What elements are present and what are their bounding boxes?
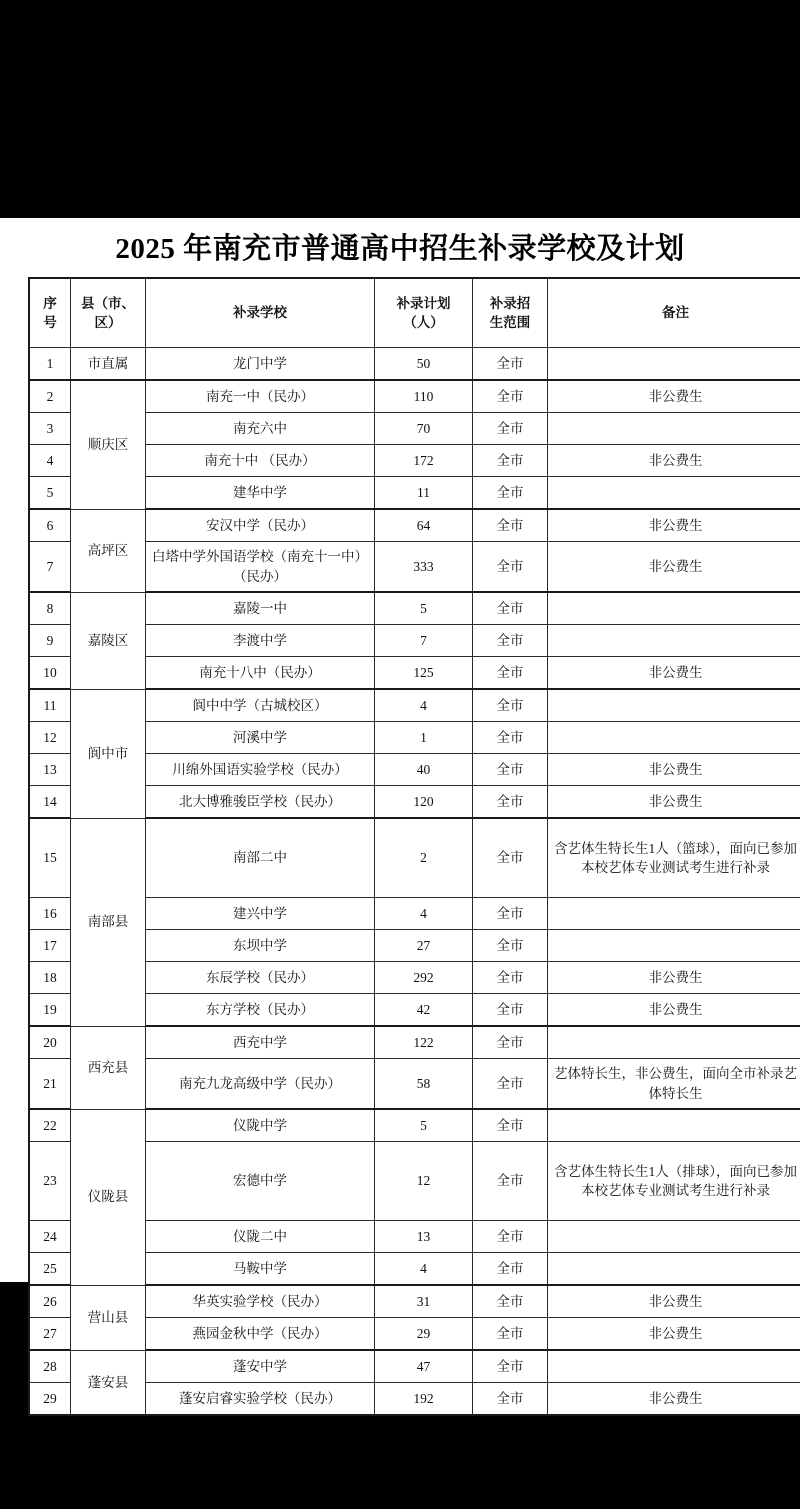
cell-plan: 40	[375, 754, 473, 786]
table-row	[29, 689, 800, 722]
cell-note	[548, 348, 800, 381]
cell-plan: 42	[375, 994, 473, 1027]
table-row	[29, 786, 800, 819]
cell-index: 25	[29, 1253, 71, 1286]
cell-county: 阆中市	[71, 689, 146, 818]
table-row	[29, 380, 800, 413]
cell-scope: 全市	[473, 380, 548, 413]
cell-index: 20	[29, 1026, 71, 1059]
table-row	[29, 994, 800, 1027]
cell-scope: 全市	[473, 1253, 548, 1286]
cell-index: 7	[29, 542, 71, 593]
document-page	[0, 218, 800, 1406]
cell-school: 仪陇中学	[146, 1109, 375, 1142]
cell-index: 10	[29, 657, 71, 690]
table-body	[29, 348, 800, 1416]
cell-plan: 2	[375, 818, 473, 898]
cell-scope: 全市	[473, 477, 548, 510]
cell-note: 非公费生	[548, 1383, 800, 1416]
table-row	[29, 625, 800, 657]
cell-plan: 125	[375, 657, 473, 690]
cell-index: 11	[29, 689, 71, 722]
cell-scope: 全市	[473, 1383, 548, 1416]
cell-plan: 64	[375, 509, 473, 542]
cell-plan: 47	[375, 1350, 473, 1383]
cell-school: 南充十八中（民办）	[146, 657, 375, 690]
cell-plan: 58	[375, 1059, 473, 1110]
cell-index: 16	[29, 898, 71, 930]
cell-note	[548, 1350, 800, 1383]
cell-index: 14	[29, 786, 71, 819]
header-index: 序 号	[29, 278, 71, 348]
cell-school: 南部二中	[146, 818, 375, 898]
cell-scope: 全市	[473, 818, 548, 898]
cell-note: 非公费生	[548, 1285, 800, 1318]
cell-plan: 13	[375, 1221, 473, 1253]
header-school: 补录学校	[146, 278, 375, 348]
cell-school: 蓬安中学	[146, 1350, 375, 1383]
cell-note: 非公费生	[548, 994, 800, 1027]
table-row	[29, 1253, 800, 1286]
cell-index: 26	[29, 1285, 71, 1318]
cell-county: 南部县	[71, 818, 146, 1026]
cell-note	[548, 930, 800, 962]
cell-school: 南充一中（民办）	[146, 380, 375, 413]
cell-school: 南充六中	[146, 413, 375, 445]
cell-school: 蓬安启睿实验学校（民办）	[146, 1383, 375, 1416]
cell-school: 东坝中学	[146, 930, 375, 962]
table-row	[29, 509, 800, 542]
cell-county: 蓬安县	[71, 1350, 146, 1415]
cell-note	[548, 722, 800, 754]
cell-plan: 5	[375, 592, 473, 625]
cell-note: 非公费生	[548, 1318, 800, 1351]
cell-plan: 4	[375, 689, 473, 722]
cell-note	[548, 1221, 800, 1253]
header-note: 备注	[548, 278, 800, 348]
cell-school: 南充十中 （民办）	[146, 445, 375, 477]
cell-plan: 70	[375, 413, 473, 445]
cell-plan: 1	[375, 722, 473, 754]
cell-index: 23	[29, 1142, 71, 1221]
cell-plan: 333	[375, 542, 473, 593]
cell-scope: 全市	[473, 625, 548, 657]
cell-plan: 50	[375, 348, 473, 381]
table-row	[29, 898, 800, 930]
table-row	[29, 930, 800, 962]
admission-plan-table	[28, 277, 800, 1416]
cell-index: 4	[29, 445, 71, 477]
cell-plan: 27	[375, 930, 473, 962]
cell-note: 艺体特长生，非公费生，面向全市补录艺体特长生	[548, 1059, 800, 1110]
cell-plan: 4	[375, 898, 473, 930]
cell-school: 华英实验学校（民办）	[146, 1285, 375, 1318]
table-row	[29, 1318, 800, 1351]
cell-plan: 12	[375, 1142, 473, 1221]
cell-index: 5	[29, 477, 71, 510]
cell-scope: 全市	[473, 1026, 548, 1059]
cell-scope: 全市	[473, 722, 548, 754]
cell-school: 宏德中学	[146, 1142, 375, 1221]
table-row	[29, 1109, 800, 1142]
cell-school: 东方学校（民办）	[146, 994, 375, 1027]
cell-scope: 全市	[473, 962, 548, 994]
cell-scope: 全市	[473, 657, 548, 690]
cell-index: 8	[29, 592, 71, 625]
cell-index: 12	[29, 722, 71, 754]
cell-school: 川绵外国语实验学校（民办）	[146, 754, 375, 786]
cell-school: 建华中学	[146, 477, 375, 510]
cell-county: 西充县	[71, 1026, 146, 1109]
cell-index: 24	[29, 1221, 71, 1253]
cell-county: 营山县	[71, 1285, 146, 1350]
table-row	[29, 1059, 800, 1110]
cell-plan: 31	[375, 1285, 473, 1318]
cell-plan: 5	[375, 1109, 473, 1142]
table-row	[29, 1383, 800, 1416]
cell-note	[548, 625, 800, 657]
cell-scope: 全市	[473, 1350, 548, 1383]
table-row	[29, 348, 800, 381]
cell-plan: 110	[375, 380, 473, 413]
cell-scope: 全市	[473, 348, 548, 381]
cell-county: 嘉陵区	[71, 592, 146, 689]
cell-plan: 11	[375, 477, 473, 510]
table-row	[29, 754, 800, 786]
cell-note	[548, 1253, 800, 1286]
table-row	[29, 445, 800, 477]
cell-school: 北大博雅骏臣学校（民办）	[146, 786, 375, 819]
cell-scope: 全市	[473, 1221, 548, 1253]
cell-county: 顺庆区	[71, 380, 146, 509]
cell-index: 13	[29, 754, 71, 786]
cell-scope: 全市	[473, 754, 548, 786]
cell-scope: 全市	[473, 1109, 548, 1142]
table-row	[29, 413, 800, 445]
table-row	[29, 1026, 800, 1059]
cell-index: 17	[29, 930, 71, 962]
cell-plan: 192	[375, 1383, 473, 1416]
cell-index: 9	[29, 625, 71, 657]
table-row	[29, 962, 800, 994]
table-row	[29, 1285, 800, 1318]
cell-note	[548, 1026, 800, 1059]
table-row	[29, 592, 800, 625]
cell-plan: 120	[375, 786, 473, 819]
cell-index: 6	[29, 509, 71, 542]
cell-index: 27	[29, 1318, 71, 1351]
cell-scope: 全市	[473, 786, 548, 819]
header-scope: 补录招 生范围	[473, 278, 548, 348]
cell-school: 仪陇二中	[146, 1221, 375, 1253]
cell-index: 18	[29, 962, 71, 994]
cell-note: 非公费生	[548, 509, 800, 542]
cell-index: 28	[29, 1350, 71, 1383]
cell-note	[548, 413, 800, 445]
cell-plan: 292	[375, 962, 473, 994]
cell-note	[548, 898, 800, 930]
cell-note: 非公费生	[548, 542, 800, 593]
table-row	[29, 1142, 800, 1221]
cell-note: 含艺体生特长生1人（篮球），面向已参加本校艺体专业测试考生进行补录	[548, 818, 800, 898]
cell-school: 嘉陵一中	[146, 592, 375, 625]
cell-note: 非公费生	[548, 754, 800, 786]
cell-index: 29	[29, 1383, 71, 1416]
cell-plan: 172	[375, 445, 473, 477]
cell-note	[548, 1109, 800, 1142]
table-row	[29, 1221, 800, 1253]
cell-scope: 全市	[473, 898, 548, 930]
cell-school: 河溪中学	[146, 722, 375, 754]
cell-school: 阆中中学（古城校区）	[146, 689, 375, 722]
cell-scope: 全市	[473, 689, 548, 722]
table-row	[29, 1350, 800, 1383]
cell-scope: 全市	[473, 1318, 548, 1351]
cell-note: 非公费生	[548, 786, 800, 819]
cell-school: 龙门中学	[146, 348, 375, 381]
cell-index: 3	[29, 413, 71, 445]
cell-scope: 全市	[473, 509, 548, 542]
table-row	[29, 657, 800, 690]
cell-scope: 全市	[473, 413, 548, 445]
cell-school: 李渡中学	[146, 625, 375, 657]
cell-note	[548, 689, 800, 722]
header-row	[29, 278, 800, 348]
cell-school: 东辰学校（民办）	[146, 962, 375, 994]
cell-school: 燕园金秋中学（民办）	[146, 1318, 375, 1351]
table-row	[29, 477, 800, 510]
cell-note	[548, 592, 800, 625]
cell-note	[548, 477, 800, 510]
cell-index: 2	[29, 380, 71, 413]
cell-note: 非公费生	[548, 962, 800, 994]
cell-scope: 全市	[473, 1285, 548, 1318]
cell-index: 15	[29, 818, 71, 898]
table-row	[29, 818, 800, 898]
cell-county: 仪陇县	[71, 1109, 146, 1285]
cell-note: 含艺体生特长生1人（排球），面向已参加本校艺体专业测试考生进行补录	[548, 1142, 800, 1221]
cell-scope: 全市	[473, 592, 548, 625]
table-header	[29, 278, 800, 348]
page-title: 2025 年南充市普通高中招生补录学校及计划	[115, 233, 685, 265]
cell-school: 马鞍中学	[146, 1253, 375, 1286]
cell-plan: 122	[375, 1026, 473, 1059]
cell-note: 非公费生	[548, 445, 800, 477]
cell-index: 21	[29, 1059, 71, 1110]
cell-school: 南充九龙高级中学（民办）	[146, 1059, 375, 1110]
cell-county: 高坪区	[71, 509, 146, 592]
cell-scope: 全市	[473, 930, 548, 962]
cell-index: 1	[29, 348, 71, 381]
cell-index: 22	[29, 1109, 71, 1142]
cell-index: 19	[29, 994, 71, 1027]
table-row	[29, 722, 800, 754]
cell-scope: 全市	[473, 994, 548, 1027]
cell-note: 非公费生	[548, 657, 800, 690]
header-plan: 补录计划 （人）	[375, 278, 473, 348]
cell-school: 西充中学	[146, 1026, 375, 1059]
cell-plan: 29	[375, 1318, 473, 1351]
cell-scope: 全市	[473, 445, 548, 477]
cell-scope: 全市	[473, 542, 548, 593]
header-county: 县（市、 区）	[71, 278, 146, 348]
cell-school: 白塔中学外国语学校（南充十一中）（民办）	[146, 542, 375, 593]
cell-scope: 全市	[473, 1142, 548, 1221]
table-row	[29, 542, 800, 593]
cell-school: 安汉中学（民办）	[146, 509, 375, 542]
cell-county: 市直属	[71, 348, 146, 381]
cell-plan: 7	[375, 625, 473, 657]
cell-plan: 4	[375, 1253, 473, 1286]
cell-note: 非公费生	[548, 380, 800, 413]
table-container	[0, 277, 800, 1416]
cell-scope: 全市	[473, 1059, 548, 1110]
cell-school: 建兴中学	[146, 898, 375, 930]
